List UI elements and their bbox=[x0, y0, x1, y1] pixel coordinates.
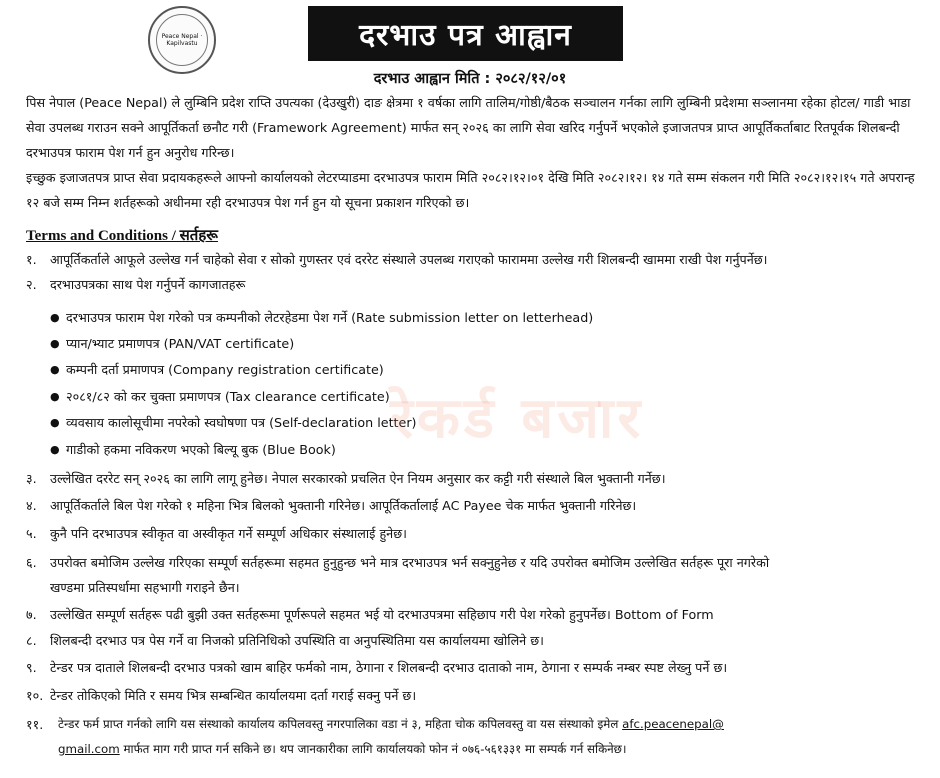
term-number-10: १०. bbox=[26, 688, 44, 703]
document-bullet: कम्पनी दर्ता प्रमाणपत्र (Company registration certificate) bbox=[66, 362, 384, 377]
logo-seal: Peace Nepal · Kapilvastu bbox=[156, 14, 208, 66]
term-text-1: आपूर्तिकर्ताले आफूले उल्लेख गर्न चाहेको सेवा र सोको गुणस्तर एवं दररेट संस्थाले उपलब्ध गराएको फाराममा उल्लेख गरी शिलबन्दी खाममा राखी पेश गर्नुपर्नेछ। bbox=[50, 252, 768, 267]
bullet-dot: ● bbox=[50, 337, 60, 350]
bullet-dot: ● bbox=[50, 390, 60, 403]
term-number-2: २. bbox=[26, 277, 37, 292]
term-text-5: कुनै पनि दरभाउपत्र स्वीकृत वा अस्वीकृत गर्ने सम्पूर्ण अधिकार संस्थालाई हुनेछ। bbox=[50, 526, 407, 541]
bullet-dot: ● bbox=[50, 363, 60, 376]
term-number-9: ९. bbox=[26, 660, 37, 675]
intro-paragraph-2: इच्छुक इजाजतपत्र प्राप्त सेवा प्रदायकहरूले आफ्नो कार्यालयको लेटरप्याडमा दरभाउपत्र फाराम मिति २०८२।१२।०१ देखि मिति २०८२।१२। १४ गते सम्म संकलन गरी मिति २०८२।१२।१५ गते अपरान्ह १२ बजे सम्म निम्न शर्तहरूको अधीनमा रही दरभाउपत्र पेश गर्न हुन यो सूचना प्रकाशन गरिएको छ। bbox=[26, 170, 915, 210]
banner-title: दरभाउ पत्र आह्वान bbox=[359, 18, 572, 53]
term-text-2: दरभाउपत्रका साथ पेश गर्नुपर्ने कागजातहरू bbox=[50, 277, 246, 292]
term-text-3: उल्लेखित दररेट सन् २०२६ का लागि लागू हुनेछ। नेपाल सरकारको प्रचलित ऐन नियम अनुसार कर कट्टी गरी संस्थाले बिल भुक्तानी गर्नेछ। bbox=[50, 471, 666, 486]
term-text-6-line1: उपरोक्त बमोजिम उल्लेख गरिएका सम्पूर्ण सर्तहरूमा सहमत हुनुहुन्छ भने मात्र दरभाउपत्र भर्न सक्नुहुनेछ र यदि उपरोक्त बमोजिम उल्लेखित सर्तहरू पूरा नगरेको bbox=[50, 555, 770, 570]
term-number-7: ७. bbox=[26, 607, 37, 622]
term-text-7: उल्लेखित सम्पूर्ण सर्तहरू पढी बुझी उक्त सर्तहरूमा पूर्णरूपले सहमत भई यो दरभाउपत्रमा सहिछाप गरी पेश गरेको हुनुपर्नेछ। Bottom of Form bbox=[50, 607, 714, 622]
term-text-10: टेन्डर तोकिएको मिति र समय भित्र सम्बन्धित कार्यालयमा दर्ता गराई सक्नु पर्ने छ। bbox=[50, 688, 417, 703]
document-bullet: व्यवसाय कालोसूचीमा नपरेको स्वघोषणा पत्र (Self-declaration letter) bbox=[66, 415, 417, 430]
organization-logo bbox=[148, 6, 216, 74]
watermark: रेकर्ड बजार bbox=[390, 386, 645, 451]
notice-banner bbox=[308, 6, 623, 61]
term-text-6-line2: खण्डमा प्रतिस्पर्धामा सहभागी गराइने छैन। bbox=[50, 580, 240, 595]
term-number-11: ११. bbox=[26, 717, 44, 732]
document-bullet: दरभाउपत्र फाराम पेश गरेको पत्र कम्पनीको लेटरहेडमा पेश गर्ने (Rate submission letter on letterhead) bbox=[66, 310, 594, 325]
term-number-4: ४. bbox=[26, 498, 37, 513]
term-text-11-line1 bbox=[58, 712, 724, 737]
term-11-text: टेन्डर फर्म प्राप्त गर्नको लागि यस संस्थाको कार्यालय कपिलवस्तु नगरपालिका वडा नं ३, महिता चोक कपिलवस्तु वा यस संस्थाको इमेल bbox=[58, 717, 619, 731]
document-bullet: गाडीको हकमा नविकरण भएको बिल्यू बुक (Blue Book) bbox=[66, 442, 336, 457]
term-number-1: १. bbox=[26, 252, 37, 267]
term-text-11-line2 bbox=[58, 737, 626, 762]
term-number-8: ८. bbox=[26, 633, 37, 648]
email-link-continued[interactable]: gmail.com bbox=[58, 742, 120, 756]
term-number-3: ३. bbox=[26, 471, 37, 486]
email-link[interactable]: afc.peacenepal@ bbox=[622, 717, 724, 731]
bullet-dot: ● bbox=[50, 416, 60, 429]
term-text-9: टेन्डर पत्र दाताले शिलबन्दी दरभाउ पत्रको खाम बाहिर फर्मको नाम, ठेगाना र शिलबन्दी दरभाउ दाताको नाम, ठेगाना र सम्पर्क नम्बर स्पष्ट लेख्नु पर्ने छ। bbox=[50, 660, 728, 675]
bullet-dot: ● bbox=[50, 311, 60, 324]
terms-heading: Terms and Conditions / सर्तहरू bbox=[26, 228, 218, 244]
notice-date: दरभाउ आह्वान मिति : २०८२/१२/०१ bbox=[373, 71, 567, 87]
term-number-5: ५. bbox=[26, 526, 37, 541]
term-text-4: आपूर्तिकर्ताले बिल पेश गरेको १ महिना भित्र बिलको भुक्तानी गरिनेछ। आपूर्तिकर्तालाई AC Payee चेक मार्फत भुक्तानी गरिनेछ। bbox=[50, 498, 637, 513]
intro-paragraph-1: पिस नेपाल (Peace Nepal) ले लुम्बिनि प्रदेश राप्ति उपत्यका (देउखुरी) दाङ क्षेत्रमा १ वर्षका लागि तालिम/गोष्ठी/बैठक सञ्चालन गर्नका लागि लुम्बिनी प्रदेशमा सञ्लानमा रहेका होटल/ गाडी भाडा सेवा उपलब्ध गराउन सक्ने आपूर्तिकर्ता छनौट गरी (Framework Agreement) मार्फत सन् २०२६ का लागि सेवा खरिद गर्नुपर्ने भएकोले इजाजतपत्र प्राप्त आपूर्तिकर्ताबाट रितपूर्वक शिलबन्दी दरभाउपत्र फाराम पेश गर्न हुन अनुरोध गरिन्छ। bbox=[26, 95, 911, 160]
term-11-text-2: मार्फत माग गरी प्राप्त गर्न सकिने छ। थप जानकारीका लागि कार्यालयको फोन नं ०७६-५६१३३१ मा सम्पर्क गर्न सकिनेछ। bbox=[123, 742, 627, 756]
term-text-8: शिलबन्दी दरभाउ पत्र पेस गर्ने वा निजको प्रतिनिधिको उपस्थिति वा अनुपस्थितिमा यस कार्यालयमा खोलिने छ। bbox=[50, 633, 544, 648]
document-bullet: २०८१/८२ को कर चुक्ता प्रमाणपत्र (Tax clearance certificate) bbox=[66, 389, 390, 404]
bullet-dot: ● bbox=[50, 443, 60, 456]
term-number-6: ६. bbox=[26, 555, 37, 570]
document-bullet: प्यान/भ्याट प्रमाणपत्र (PAN/VAT certificate) bbox=[66, 336, 295, 351]
